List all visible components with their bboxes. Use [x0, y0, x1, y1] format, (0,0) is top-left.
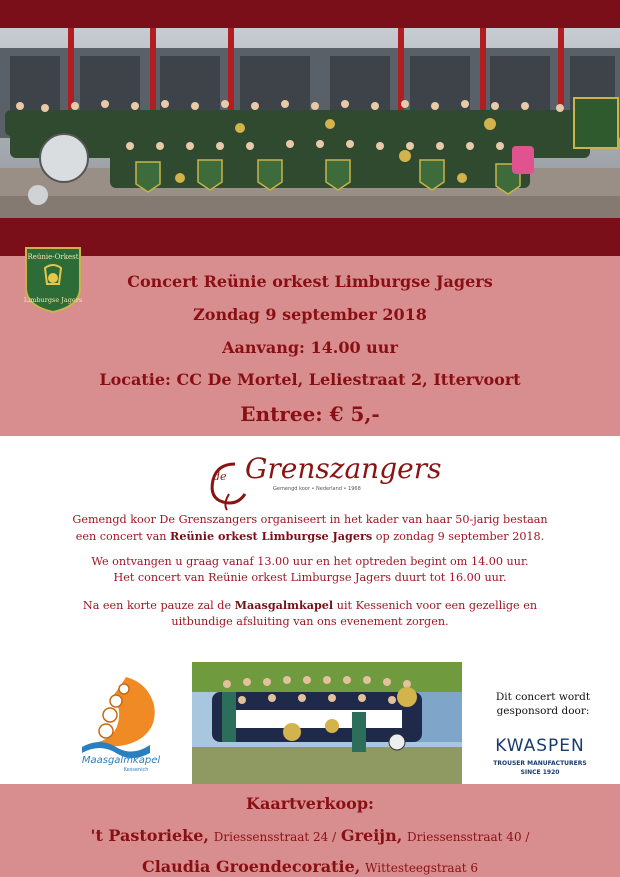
shop-greijn: Greijn,: [340, 826, 403, 845]
intro-p1-end: op zondag 9 september 2018.: [375, 530, 545, 543]
event-date: Zondag 9 september 2018: [193, 305, 427, 324]
grenszangers-logo: [205, 450, 442, 512]
intro-p3-cont: uit Kessenich voor een gezellige en: [336, 599, 538, 612]
sponsor-text: [478, 690, 608, 718]
intro-p3-bold: Maasgalmkapel: [234, 598, 334, 612]
logo-tagline: Gemengd koor • Nederland • 1968: [273, 486, 361, 492]
addr-greijn: Driessensstraat 40 /: [407, 830, 530, 844]
event-entry: Entree: € 5,-: [240, 402, 380, 426]
top-bar: [0, 0, 620, 28]
intro-p2-line2: Het concert van Reünie orkest Limburgse Jagers duurt tot 16.00 uur.: [113, 571, 507, 584]
sponsor-line1: Dit concert wordt: [495, 691, 591, 703]
intro-p2-line1: We ontvangen u graag vanaf 13.00 uur en het optreden begint om 14.00 uur.: [91, 555, 529, 568]
tickets-line-1: [0, 826, 620, 845]
maroon-band: [0, 218, 620, 256]
event-title: Concert Reünie orkest Limburgse Jagers: [127, 272, 493, 291]
intro-paragraph-3: [40, 597, 580, 630]
orchestra-photo: [0, 28, 620, 218]
event-location: Locatie: CC De Mortel, Leliestraat 2, Ittervoort: [99, 370, 521, 389]
intro-p1-bold: Reünie orkest Limburgse Jagers: [170, 529, 373, 543]
shop-pastorieke: 't Pastorieke,: [90, 826, 209, 845]
maasgalm-place: Kessenich: [123, 767, 149, 773]
intro-p1-text: een concert van: [75, 530, 167, 543]
maasgalmkapel-photo: [192, 662, 462, 784]
kwaspen-brand: KWASPEN: [495, 736, 585, 756]
logo-prefix: de: [213, 470, 227, 483]
intro-p3-text: Na een korte pauze zal de: [82, 599, 232, 612]
intro-paragraph-1: [40, 512, 580, 545]
addr-claudia: Wittesteegstraat 6: [365, 861, 479, 875]
tickets-line-2: [0, 857, 620, 876]
logo-text: Grenszangers: [245, 452, 442, 485]
sponsor-line2: gesponsord door:: [496, 705, 590, 717]
kwaspen-logo: [478, 733, 602, 779]
intro-p1-line1: Gemengd koor De Grenszangers organiseert in het kader van haar 50-jarig bestaan: [72, 513, 548, 526]
kwaspen-sub1: TROUSER MANUFACTURERS: [493, 760, 587, 767]
maasgalmkapel-logo: [76, 673, 166, 773]
intro-p3-line2: uitbundige afsluiting van ons evenement zorgen.: [171, 615, 449, 628]
crest-line2: Limburgse Jagers: [23, 296, 83, 304]
kwaspen-sub2: SINCE 1920: [520, 769, 560, 776]
addr-pastorieke: Driessensstraat 24 /: [213, 830, 337, 844]
shop-claudia: Claudia Groendecoratie,: [141, 857, 361, 876]
maasgalm-name: Maasgalmkapel: [81, 755, 161, 766]
tickets-heading: Kaartverkoop:: [246, 794, 374, 813]
crest-line1: Reünie-Orkest: [27, 253, 79, 261]
event-start: Aanvang: 14.00 uur: [222, 338, 398, 357]
intro-paragraph-2: [40, 554, 580, 586]
